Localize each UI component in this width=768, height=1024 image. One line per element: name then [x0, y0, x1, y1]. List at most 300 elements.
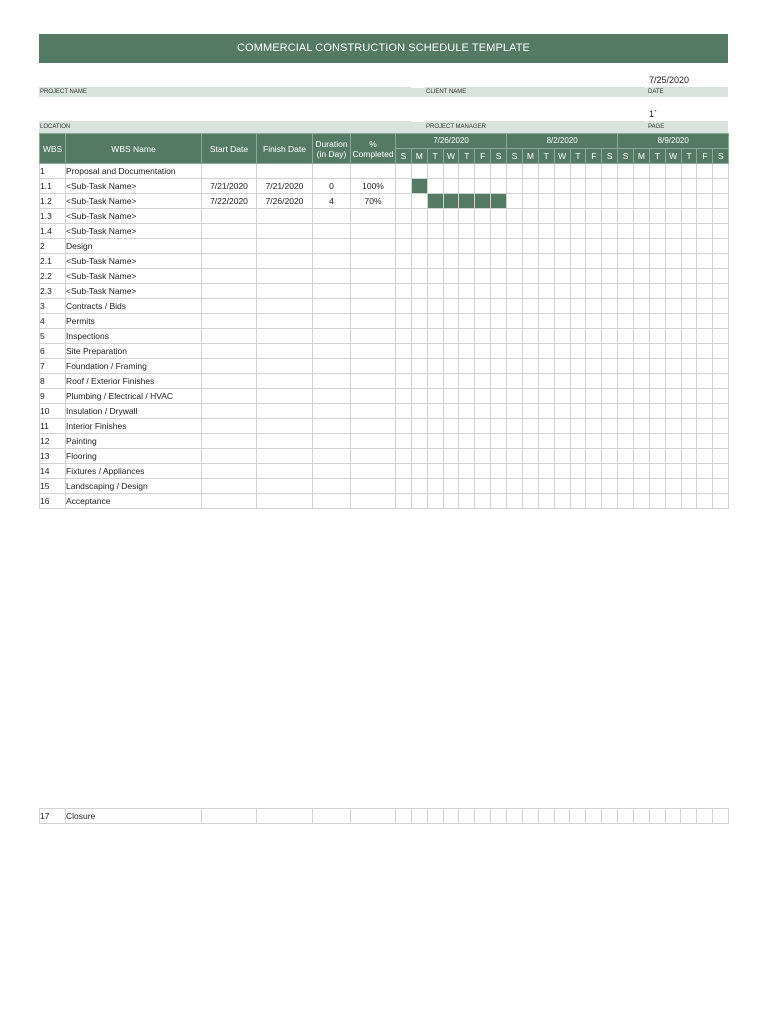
start-date-cell[interactable]: [202, 419, 257, 434]
wbs-name-cell[interactable]: <Sub-Task Name>: [66, 269, 202, 284]
gantt-cell[interactable]: [491, 164, 507, 179]
gantt-cell[interactable]: [427, 359, 443, 374]
finish-date-cell[interactable]: [257, 254, 313, 269]
gantt-cell[interactable]: [697, 359, 713, 374]
gantt-cell[interactable]: [443, 389, 459, 404]
finish-date-cell[interactable]: [257, 329, 313, 344]
gantt-cell[interactable]: [586, 494, 602, 509]
start-date-cell[interactable]: [202, 404, 257, 419]
completed-cell[interactable]: [351, 404, 396, 419]
wbs-name-cell[interactable]: <Sub-Task Name>: [66, 209, 202, 224]
gantt-cell[interactable]: [665, 419, 681, 434]
gantt-cell[interactable]: [586, 809, 602, 824]
gantt-cell[interactable]: [713, 449, 729, 464]
finish-date-cell[interactable]: [257, 164, 313, 179]
duration-cell[interactable]: [313, 254, 351, 269]
gantt-cell[interactable]: [459, 479, 475, 494]
wbs-name-cell[interactable]: Acceptance: [66, 494, 202, 509]
gantt-bar-cell[interactable]: [491, 194, 507, 209]
gantt-cell[interactable]: [602, 209, 618, 224]
gantt-cell[interactable]: [507, 494, 523, 509]
gantt-cell[interactable]: [618, 239, 634, 254]
gantt-cell[interactable]: [538, 494, 554, 509]
wbs-cell[interactable]: 7: [40, 359, 66, 374]
gantt-cell[interactable]: [649, 194, 665, 209]
gantt-cell[interactable]: [665, 404, 681, 419]
gantt-cell[interactable]: [586, 164, 602, 179]
gantt-cell[interactable]: [411, 449, 427, 464]
gantt-cell[interactable]: [538, 809, 554, 824]
gantt-cell[interactable]: [586, 479, 602, 494]
gantt-cell[interactable]: [507, 284, 523, 299]
wbs-name-cell[interactable]: Closure: [66, 809, 202, 824]
finish-date-cell[interactable]: [257, 464, 313, 479]
gantt-cell[interactable]: [570, 464, 586, 479]
gantt-cell[interactable]: [427, 479, 443, 494]
finish-date-cell[interactable]: 7/26/2020: [257, 194, 313, 209]
gantt-cell[interactable]: [491, 314, 507, 329]
gantt-cell[interactable]: [459, 179, 475, 194]
wbs-cell[interactable]: 2.3: [40, 284, 66, 299]
gantt-cell[interactable]: [443, 179, 459, 194]
gantt-cell[interactable]: [570, 254, 586, 269]
gantt-cell[interactable]: [475, 224, 491, 239]
gantt-cell[interactable]: [507, 194, 523, 209]
gantt-cell[interactable]: [491, 419, 507, 434]
start-date-cell[interactable]: [202, 329, 257, 344]
gantt-cell[interactable]: [396, 419, 412, 434]
gantt-cell[interactable]: [570, 419, 586, 434]
gantt-cell[interactable]: [681, 314, 697, 329]
gantt-cell[interactable]: [665, 389, 681, 404]
gantt-cell[interactable]: [459, 404, 475, 419]
wbs-cell[interactable]: 1.1: [40, 179, 66, 194]
gantt-cell[interactable]: [411, 224, 427, 239]
duration-cell[interactable]: 0: [313, 179, 351, 194]
gantt-cell[interactable]: [649, 359, 665, 374]
gantt-cell[interactable]: [649, 479, 665, 494]
completed-cell[interactable]: [351, 359, 396, 374]
gantt-cell[interactable]: [554, 254, 570, 269]
gantt-cell[interactable]: [586, 224, 602, 239]
wbs-cell[interactable]: 13: [40, 449, 66, 464]
duration-cell[interactable]: [313, 344, 351, 359]
client-name-field[interactable]: [425, 69, 645, 88]
gantt-cell[interactable]: [459, 164, 475, 179]
gantt-cell[interactable]: [681, 479, 697, 494]
gantt-cell[interactable]: [459, 284, 475, 299]
wbs-name-cell[interactable]: Plumbing / Electrical / HVAC: [66, 389, 202, 404]
gantt-cell[interactable]: [396, 284, 412, 299]
gantt-cell[interactable]: [475, 464, 491, 479]
gantt-cell[interactable]: [570, 434, 586, 449]
gantt-cell[interactable]: [713, 329, 729, 344]
gantt-cell[interactable]: [570, 314, 586, 329]
gantt-cell[interactable]: [713, 434, 729, 449]
gantt-cell[interactable]: [475, 179, 491, 194]
gantt-cell[interactable]: [665, 209, 681, 224]
wbs-name-cell[interactable]: Painting: [66, 434, 202, 449]
gantt-cell[interactable]: [411, 479, 427, 494]
gantt-cell[interactable]: [618, 344, 634, 359]
gantt-cell[interactable]: [649, 404, 665, 419]
gantt-cell[interactable]: [681, 164, 697, 179]
gantt-cell[interactable]: [522, 449, 538, 464]
gantt-cell[interactable]: [649, 164, 665, 179]
gantt-cell[interactable]: [411, 389, 427, 404]
gantt-cell[interactable]: [586, 314, 602, 329]
gantt-cell[interactable]: [634, 404, 650, 419]
gantt-cell[interactable]: [649, 239, 665, 254]
wbs-name-cell[interactable]: Flooring: [66, 449, 202, 464]
gantt-cell[interactable]: [507, 329, 523, 344]
gantt-cell[interactable]: [681, 359, 697, 374]
gantt-cell[interactable]: [713, 374, 729, 389]
gantt-cell[interactable]: [649, 299, 665, 314]
gantt-cell[interactable]: [586, 254, 602, 269]
gantt-cell[interactable]: [491, 344, 507, 359]
finish-date-cell[interactable]: [257, 284, 313, 299]
gantt-cell[interactable]: [396, 209, 412, 224]
gantt-cell[interactable]: [538, 329, 554, 344]
gantt-cell[interactable]: [443, 359, 459, 374]
gantt-cell[interactable]: [538, 209, 554, 224]
gantt-cell[interactable]: [427, 389, 443, 404]
gantt-cell[interactable]: [538, 419, 554, 434]
gantt-cell[interactable]: [491, 374, 507, 389]
completed-cell[interactable]: [351, 299, 396, 314]
finish-date-cell[interactable]: [257, 449, 313, 464]
completed-cell[interactable]: [351, 374, 396, 389]
gantt-cell[interactable]: [396, 464, 412, 479]
gantt-cell[interactable]: [459, 239, 475, 254]
gantt-cell[interactable]: [411, 314, 427, 329]
gantt-cell[interactable]: [649, 254, 665, 269]
gantt-cell[interactable]: [681, 179, 697, 194]
wbs-cell[interactable]: 4: [40, 314, 66, 329]
wbs-name-cell[interactable]: Foundation / Framing: [66, 359, 202, 374]
start-date-cell[interactable]: [202, 389, 257, 404]
gantt-cell[interactable]: [554, 419, 570, 434]
gantt-cell[interactable]: [427, 299, 443, 314]
wbs-cell[interactable]: 1.3: [40, 209, 66, 224]
gantt-cell[interactable]: [618, 404, 634, 419]
gantt-cell[interactable]: [443, 494, 459, 509]
gantt-cell[interactable]: [618, 329, 634, 344]
gantt-cell[interactable]: [697, 494, 713, 509]
gantt-cell[interactable]: [570, 179, 586, 194]
gantt-cell[interactable]: [634, 464, 650, 479]
gantt-cell[interactable]: [713, 464, 729, 479]
gantt-cell[interactable]: [649, 284, 665, 299]
gantt-cell[interactable]: [475, 449, 491, 464]
gantt-cell[interactable]: [570, 359, 586, 374]
completed-cell[interactable]: [351, 389, 396, 404]
gantt-cell[interactable]: [649, 434, 665, 449]
gantt-cell[interactable]: [665, 434, 681, 449]
finish-date-cell[interactable]: [257, 269, 313, 284]
completed-cell[interactable]: [351, 419, 396, 434]
gantt-cell[interactable]: [507, 374, 523, 389]
gantt-cell[interactable]: [618, 284, 634, 299]
gantt-cell[interactable]: [507, 314, 523, 329]
gantt-cell[interactable]: [713, 344, 729, 359]
gantt-cell[interactable]: [538, 434, 554, 449]
gantt-cell[interactable]: [475, 164, 491, 179]
gantt-cell[interactable]: [681, 299, 697, 314]
gantt-cell[interactable]: [507, 299, 523, 314]
wbs-name-cell[interactable]: <Sub-Task Name>: [66, 284, 202, 299]
gantt-cell[interactable]: [507, 404, 523, 419]
duration-cell[interactable]: [313, 494, 351, 509]
duration-cell[interactable]: [313, 164, 351, 179]
gantt-cell[interactable]: [443, 809, 459, 824]
start-date-cell[interactable]: 7/22/2020: [202, 194, 257, 209]
start-date-cell[interactable]: [202, 449, 257, 464]
gantt-cell[interactable]: [618, 359, 634, 374]
gantt-cell[interactable]: [681, 284, 697, 299]
gantt-cell[interactable]: [522, 464, 538, 479]
gantt-cell[interactable]: [427, 374, 443, 389]
gantt-cell[interactable]: [554, 299, 570, 314]
completed-cell[interactable]: 70%: [351, 194, 396, 209]
gantt-cell[interactable]: [443, 209, 459, 224]
completed-cell[interactable]: [351, 209, 396, 224]
duration-cell[interactable]: [313, 404, 351, 419]
gantt-cell[interactable]: [697, 374, 713, 389]
gantt-cell[interactable]: [649, 314, 665, 329]
gantt-cell[interactable]: [443, 224, 459, 239]
gantt-cell[interactable]: [649, 224, 665, 239]
gantt-cell[interactable]: [681, 329, 697, 344]
gantt-cell[interactable]: [411, 419, 427, 434]
gantt-cell[interactable]: [681, 434, 697, 449]
gantt-cell[interactable]: [713, 254, 729, 269]
gantt-cell[interactable]: [411, 284, 427, 299]
gantt-cell[interactable]: [491, 809, 507, 824]
gantt-cell[interactable]: [602, 464, 618, 479]
gantt-cell[interactable]: [602, 224, 618, 239]
gantt-cell[interactable]: [634, 209, 650, 224]
start-date-cell[interactable]: 7/21/2020: [202, 179, 257, 194]
gantt-cell[interactable]: [602, 809, 618, 824]
gantt-cell[interactable]: [681, 209, 697, 224]
gantt-cell[interactable]: [602, 449, 618, 464]
gantt-cell[interactable]: [522, 434, 538, 449]
wbs-cell[interactable]: 11: [40, 419, 66, 434]
gantt-cell[interactable]: [522, 344, 538, 359]
wbs-name-cell[interactable]: Design: [66, 239, 202, 254]
gantt-cell[interactable]: [570, 224, 586, 239]
gantt-cell[interactable]: [475, 299, 491, 314]
gantt-cell[interactable]: [459, 224, 475, 239]
gantt-cell[interactable]: [443, 479, 459, 494]
gantt-cell[interactable]: [697, 179, 713, 194]
gantt-cell[interactable]: [634, 434, 650, 449]
gantt-cell[interactable]: [554, 809, 570, 824]
finish-date-cell[interactable]: [257, 299, 313, 314]
gantt-cell[interactable]: [396, 344, 412, 359]
gantt-cell[interactable]: [459, 449, 475, 464]
duration-cell[interactable]: [313, 419, 351, 434]
gantt-cell[interactable]: [570, 239, 586, 254]
gantt-cell[interactable]: [618, 164, 634, 179]
gantt-cell[interactable]: [681, 419, 697, 434]
start-date-cell[interactable]: [202, 284, 257, 299]
gantt-cell[interactable]: [618, 224, 634, 239]
completed-cell[interactable]: [351, 239, 396, 254]
gantt-cell[interactable]: [681, 374, 697, 389]
gantt-cell[interactable]: [618, 194, 634, 209]
duration-cell[interactable]: [313, 269, 351, 284]
gantt-cell[interactable]: [697, 449, 713, 464]
gantt-cell[interactable]: [522, 194, 538, 209]
gantt-cell[interactable]: [411, 269, 427, 284]
gantt-cell[interactable]: [491, 449, 507, 464]
gantt-cell[interactable]: [665, 179, 681, 194]
gantt-cell[interactable]: [475, 419, 491, 434]
gantt-cell[interactable]: [634, 194, 650, 209]
gantt-cell[interactable]: [538, 464, 554, 479]
gantt-cell[interactable]: [554, 389, 570, 404]
gantt-cell[interactable]: [396, 299, 412, 314]
gantt-cell[interactable]: [459, 314, 475, 329]
gantt-cell[interactable]: [618, 809, 634, 824]
gantt-cell[interactable]: [665, 224, 681, 239]
gantt-cell[interactable]: [586, 434, 602, 449]
gantt-cell[interactable]: [697, 464, 713, 479]
gantt-cell[interactable]: [475, 359, 491, 374]
gantt-cell[interactable]: [475, 314, 491, 329]
gantt-cell[interactable]: [554, 359, 570, 374]
start-date-cell[interactable]: [202, 224, 257, 239]
gantt-cell[interactable]: [649, 374, 665, 389]
gantt-cell[interactable]: [443, 239, 459, 254]
gantt-cell[interactable]: [538, 299, 554, 314]
gantt-cell[interactable]: [634, 314, 650, 329]
gantt-cell[interactable]: [713, 224, 729, 239]
gantt-cell[interactable]: [665, 164, 681, 179]
gantt-cell[interactable]: [586, 239, 602, 254]
wbs-name-cell[interactable]: Interior Finishes: [66, 419, 202, 434]
gantt-cell[interactable]: [507, 224, 523, 239]
gantt-cell[interactable]: [459, 299, 475, 314]
gantt-cell[interactable]: [586, 329, 602, 344]
gantt-cell[interactable]: [713, 389, 729, 404]
finish-date-cell[interactable]: [257, 419, 313, 434]
gantt-cell[interactable]: [665, 284, 681, 299]
gantt-cell[interactable]: [697, 284, 713, 299]
gantt-cell[interactable]: [570, 449, 586, 464]
gantt-cell[interactable]: [522, 254, 538, 269]
gantt-cell[interactable]: [396, 494, 412, 509]
gantt-cell[interactable]: [634, 389, 650, 404]
gantt-cell[interactable]: [554, 329, 570, 344]
start-date-cell[interactable]: [202, 434, 257, 449]
gantt-cell[interactable]: [634, 329, 650, 344]
gantt-cell[interactable]: [443, 449, 459, 464]
gantt-cell[interactable]: [427, 329, 443, 344]
gantt-cell[interactable]: [491, 254, 507, 269]
gantt-cell[interactable]: [665, 359, 681, 374]
gantt-cell[interactable]: [475, 389, 491, 404]
gantt-cell[interactable]: [507, 464, 523, 479]
gantt-cell[interactable]: [443, 404, 459, 419]
gantt-cell[interactable]: [427, 419, 443, 434]
gantt-cell[interactable]: [522, 209, 538, 224]
gantt-cell[interactable]: [443, 434, 459, 449]
gantt-cell[interactable]: [602, 389, 618, 404]
wbs-cell[interactable]: 16: [40, 494, 66, 509]
finish-date-cell[interactable]: [257, 359, 313, 374]
gantt-cell[interactable]: [634, 494, 650, 509]
gantt-cell[interactable]: [665, 194, 681, 209]
gantt-cell[interactable]: [602, 404, 618, 419]
gantt-cell[interactable]: [475, 809, 491, 824]
gantt-cell[interactable]: [681, 464, 697, 479]
gantt-cell[interactable]: [681, 194, 697, 209]
gantt-cell[interactable]: [618, 269, 634, 284]
gantt-cell[interactable]: [681, 809, 697, 824]
duration-cell[interactable]: [313, 449, 351, 464]
gantt-cell[interactable]: [443, 344, 459, 359]
gantt-cell[interactable]: [649, 209, 665, 224]
gantt-cell[interactable]: [665, 299, 681, 314]
gantt-cell[interactable]: [396, 224, 412, 239]
completed-cell[interactable]: [351, 809, 396, 824]
gantt-cell[interactable]: [602, 254, 618, 269]
gantt-cell[interactable]: [507, 239, 523, 254]
duration-cell[interactable]: [313, 299, 351, 314]
gantt-cell[interactable]: [713, 494, 729, 509]
gantt-cell[interactable]: [554, 404, 570, 419]
gantt-cell[interactable]: [411, 239, 427, 254]
gantt-cell[interactable]: [507, 419, 523, 434]
wbs-cell[interactable]: 14: [40, 464, 66, 479]
gantt-cell[interactable]: [618, 419, 634, 434]
completed-cell[interactable]: [351, 284, 396, 299]
gantt-cell[interactable]: [522, 239, 538, 254]
gantt-cell[interactable]: [713, 479, 729, 494]
wbs-cell[interactable]: 1.4: [40, 224, 66, 239]
gantt-cell[interactable]: [538, 254, 554, 269]
gantt-cell[interactable]: [396, 389, 412, 404]
gantt-cell[interactable]: [618, 464, 634, 479]
gantt-cell[interactable]: [602, 179, 618, 194]
gantt-cell[interactable]: [507, 389, 523, 404]
gantt-cell[interactable]: [507, 359, 523, 374]
gantt-cell[interactable]: [618, 374, 634, 389]
gantt-cell[interactable]: [665, 449, 681, 464]
duration-cell[interactable]: [313, 284, 351, 299]
gantt-cell[interactable]: [570, 404, 586, 419]
gantt-cell[interactable]: [713, 314, 729, 329]
gantt-cell[interactable]: [443, 299, 459, 314]
gantt-cell[interactable]: [665, 329, 681, 344]
gantt-cell[interactable]: [396, 254, 412, 269]
gantt-cell[interactable]: [586, 284, 602, 299]
gantt-cell[interactable]: [522, 224, 538, 239]
gantt-cell[interactable]: [618, 479, 634, 494]
gantt-cell[interactable]: [491, 209, 507, 224]
gantt-cell[interactable]: [586, 389, 602, 404]
completed-cell[interactable]: [351, 434, 396, 449]
gantt-cell[interactable]: [713, 194, 729, 209]
wbs-name-cell[interactable]: Landscaping / Design: [66, 479, 202, 494]
gantt-cell[interactable]: [427, 269, 443, 284]
gantt-cell[interactable]: [554, 344, 570, 359]
gantt-cell[interactable]: [522, 359, 538, 374]
